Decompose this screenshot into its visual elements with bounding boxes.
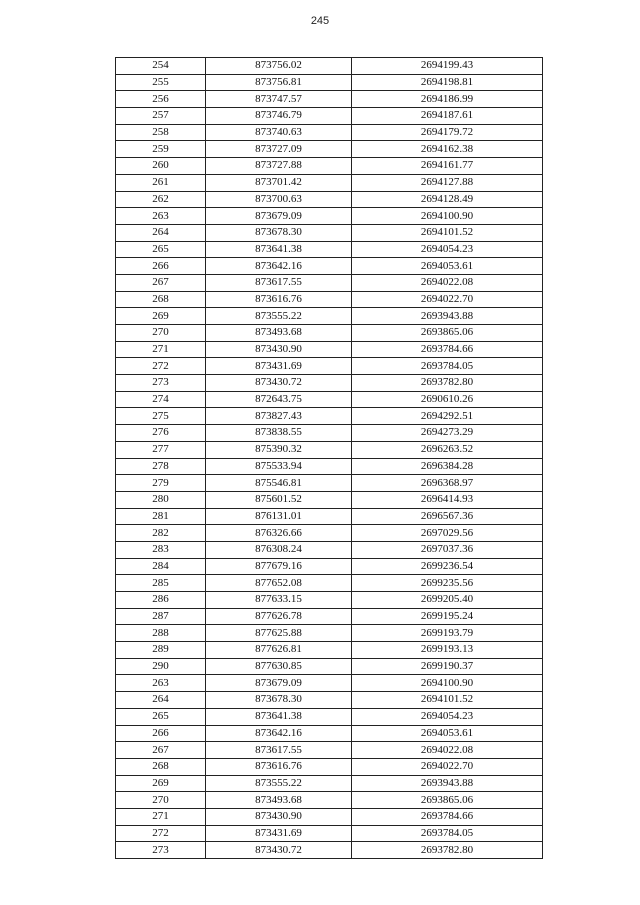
table-row	[116, 224, 543, 241]
x-coordinate-cell: 873747.57	[206, 91, 352, 108]
table-row	[116, 725, 543, 742]
table-row	[116, 358, 543, 375]
point-number-cell: 274	[116, 391, 206, 408]
x-coordinate-cell: 876308.24	[206, 541, 352, 558]
point-number-cell: 269	[116, 775, 206, 792]
point-number-cell: 289	[116, 642, 206, 659]
table-row	[116, 108, 543, 125]
coordinates-table-body	[116, 58, 543, 859]
table-row	[116, 191, 543, 208]
table-row	[116, 475, 543, 492]
table-row	[116, 258, 543, 275]
x-coordinate-cell: 873700.63	[206, 191, 352, 208]
table-row	[116, 592, 543, 609]
point-number-cell: 284	[116, 558, 206, 575]
y-coordinate-cell: 2694187.61	[352, 108, 543, 125]
x-coordinate-cell: 877633.15	[206, 592, 352, 609]
y-coordinate-cell: 2694053.61	[352, 258, 543, 275]
x-coordinate-cell: 873678.30	[206, 224, 352, 241]
x-coordinate-cell: 873746.79	[206, 108, 352, 125]
table-row	[116, 425, 543, 442]
y-coordinate-cell: 2694022.08	[352, 274, 543, 291]
table-row	[116, 308, 543, 325]
y-coordinate-cell: 2699236.54	[352, 558, 543, 575]
y-coordinate-cell: 2696384.28	[352, 458, 543, 475]
y-coordinate-cell: 2694162.38	[352, 141, 543, 158]
y-coordinate-cell: 2694100.90	[352, 675, 543, 692]
point-number-cell: 265	[116, 241, 206, 258]
x-coordinate-cell: 873641.38	[206, 708, 352, 725]
y-coordinate-cell: 2699193.79	[352, 625, 543, 642]
table-row	[116, 375, 543, 392]
x-coordinate-cell: 877625.88	[206, 625, 352, 642]
y-coordinate-cell: 2693784.05	[352, 825, 543, 842]
point-number-cell: 279	[116, 475, 206, 492]
table-row	[116, 708, 543, 725]
x-coordinate-cell: 873679.09	[206, 208, 352, 225]
x-coordinate-cell: 873493.68	[206, 792, 352, 809]
table-row	[116, 325, 543, 342]
table-row	[116, 458, 543, 475]
x-coordinate-cell: 873431.69	[206, 358, 352, 375]
table-row	[116, 825, 543, 842]
x-coordinate-cell: 873701.42	[206, 174, 352, 191]
table-row	[116, 758, 543, 775]
point-number-cell: 257	[116, 108, 206, 125]
y-coordinate-cell: 2699193.13	[352, 642, 543, 659]
y-coordinate-cell: 2694127.88	[352, 174, 543, 191]
x-coordinate-cell: 873727.88	[206, 158, 352, 175]
x-coordinate-cell: 873555.22	[206, 308, 352, 325]
point-number-cell: 278	[116, 458, 206, 475]
x-coordinate-cell: 875601.52	[206, 491, 352, 508]
x-coordinate-cell: 877626.81	[206, 642, 352, 659]
y-coordinate-cell: 2694053.61	[352, 725, 543, 742]
table-row	[116, 808, 543, 825]
table-row	[116, 241, 543, 258]
y-coordinate-cell: 2693943.88	[352, 308, 543, 325]
x-coordinate-cell: 873827.43	[206, 408, 352, 425]
table-row	[116, 842, 543, 859]
x-coordinate-cell: 873679.09	[206, 675, 352, 692]
point-number-cell: 261	[116, 174, 206, 191]
x-coordinate-cell: 877652.08	[206, 575, 352, 592]
y-coordinate-cell: 2696263.52	[352, 441, 543, 458]
x-coordinate-cell: 877630.85	[206, 658, 352, 675]
point-number-cell: 269	[116, 308, 206, 325]
y-coordinate-cell: 2699195.24	[352, 608, 543, 625]
point-number-cell: 275	[116, 408, 206, 425]
table-row	[116, 608, 543, 625]
y-coordinate-cell: 2697029.56	[352, 525, 543, 542]
x-coordinate-cell: 872643.75	[206, 391, 352, 408]
table-row	[116, 692, 543, 709]
point-number-cell: 259	[116, 141, 206, 158]
table-row	[116, 675, 543, 692]
y-coordinate-cell: 2699205.40	[352, 592, 543, 609]
point-number-cell: 267	[116, 274, 206, 291]
x-coordinate-cell: 875546.81	[206, 475, 352, 492]
point-number-cell: 280	[116, 491, 206, 508]
table-row	[116, 274, 543, 291]
y-coordinate-cell: 2693784.05	[352, 358, 543, 375]
table-row	[116, 291, 543, 308]
table-row	[116, 558, 543, 575]
point-number-cell: 268	[116, 758, 206, 775]
x-coordinate-cell: 873727.09	[206, 141, 352, 158]
point-number-cell: 285	[116, 575, 206, 592]
point-number-cell: 266	[116, 725, 206, 742]
x-coordinate-cell: 873617.55	[206, 742, 352, 759]
y-coordinate-cell: 2699235.56	[352, 575, 543, 592]
table-row	[116, 74, 543, 91]
table-row	[116, 541, 543, 558]
x-coordinate-cell: 875390.32	[206, 441, 352, 458]
table-row	[116, 208, 543, 225]
point-number-cell: 264	[116, 224, 206, 241]
point-number-cell: 271	[116, 341, 206, 358]
table-row	[116, 58, 543, 75]
table-row	[116, 491, 543, 508]
y-coordinate-cell: 2696567.36	[352, 508, 543, 525]
table-row	[116, 775, 543, 792]
y-coordinate-cell: 2694022.70	[352, 291, 543, 308]
point-number-cell: 258	[116, 124, 206, 141]
y-coordinate-cell: 2694022.08	[352, 742, 543, 759]
point-number-cell: 256	[116, 91, 206, 108]
y-coordinate-cell: 2694161.77	[352, 158, 543, 175]
table-row	[116, 642, 543, 659]
point-number-cell: 286	[116, 592, 206, 609]
point-number-cell: 272	[116, 358, 206, 375]
x-coordinate-cell: 873642.16	[206, 725, 352, 742]
coordinates-table	[115, 57, 543, 859]
point-number-cell: 260	[116, 158, 206, 175]
table-row	[116, 174, 543, 191]
point-number-cell: 270	[116, 325, 206, 342]
y-coordinate-cell: 2694186.99	[352, 91, 543, 108]
y-coordinate-cell: 2693784.66	[352, 341, 543, 358]
page-number: 245	[310, 15, 330, 27]
point-number-cell: 265	[116, 708, 206, 725]
x-coordinate-cell: 873756.02	[206, 58, 352, 75]
y-coordinate-cell: 2693782.80	[352, 842, 543, 859]
table-row	[116, 658, 543, 675]
x-coordinate-cell: 873616.76	[206, 758, 352, 775]
y-coordinate-cell: 2694128.49	[352, 191, 543, 208]
x-coordinate-cell: 873617.55	[206, 274, 352, 291]
table-row	[116, 391, 543, 408]
point-number-cell: 273	[116, 842, 206, 859]
table-row	[116, 441, 543, 458]
y-coordinate-cell: 2694101.52	[352, 224, 543, 241]
x-coordinate-cell: 873756.81	[206, 74, 352, 91]
table-row	[116, 91, 543, 108]
y-coordinate-cell: 2694101.52	[352, 692, 543, 709]
table-row	[116, 158, 543, 175]
x-coordinate-cell: 873642.16	[206, 258, 352, 275]
x-coordinate-cell: 877626.78	[206, 608, 352, 625]
point-number-cell: 276	[116, 425, 206, 442]
point-number-cell: 271	[116, 808, 206, 825]
x-coordinate-cell: 873431.69	[206, 825, 352, 842]
point-number-cell: 290	[116, 658, 206, 675]
y-coordinate-cell: 2694054.23	[352, 241, 543, 258]
y-coordinate-cell: 2697037.36	[352, 541, 543, 558]
point-number-cell: 254	[116, 58, 206, 75]
x-coordinate-cell: 873838.55	[206, 425, 352, 442]
table-row	[116, 575, 543, 592]
x-coordinate-cell: 873430.72	[206, 375, 352, 392]
y-coordinate-cell: 2690610.26	[352, 391, 543, 408]
x-coordinate-cell: 876326.66	[206, 525, 352, 542]
point-number-cell: 272	[116, 825, 206, 842]
y-coordinate-cell: 2696414.93	[352, 491, 543, 508]
y-coordinate-cell: 2693943.88	[352, 775, 543, 792]
table-row	[116, 341, 543, 358]
y-coordinate-cell: 2694054.23	[352, 708, 543, 725]
point-number-cell: 262	[116, 191, 206, 208]
point-number-cell: 263	[116, 208, 206, 225]
y-coordinate-cell: 2694199.43	[352, 58, 543, 75]
x-coordinate-cell: 873616.76	[206, 291, 352, 308]
y-coordinate-cell: 2694273.29	[352, 425, 543, 442]
y-coordinate-cell: 2694022.70	[352, 758, 543, 775]
y-coordinate-cell: 2694292.51	[352, 408, 543, 425]
x-coordinate-cell: 873641.38	[206, 241, 352, 258]
table-row	[116, 525, 543, 542]
point-number-cell: 277	[116, 441, 206, 458]
point-number-cell: 283	[116, 541, 206, 558]
point-number-cell: 273	[116, 375, 206, 392]
x-coordinate-cell: 873430.90	[206, 341, 352, 358]
x-coordinate-cell: 873430.72	[206, 842, 352, 859]
table-row	[116, 742, 543, 759]
table-row	[116, 408, 543, 425]
table-row	[116, 124, 543, 141]
x-coordinate-cell: 873493.68	[206, 325, 352, 342]
x-coordinate-cell: 873555.22	[206, 775, 352, 792]
point-number-cell: 270	[116, 792, 206, 809]
x-coordinate-cell: 873678.30	[206, 692, 352, 709]
point-number-cell: 263	[116, 675, 206, 692]
table-row	[116, 141, 543, 158]
table-row	[116, 508, 543, 525]
x-coordinate-cell: 873740.63	[206, 124, 352, 141]
x-coordinate-cell: 875533.94	[206, 458, 352, 475]
table-row	[116, 625, 543, 642]
x-coordinate-cell: 873430.90	[206, 808, 352, 825]
point-number-cell: 264	[116, 692, 206, 709]
point-number-cell: 266	[116, 258, 206, 275]
y-coordinate-cell: 2693784.66	[352, 808, 543, 825]
point-number-cell: 281	[116, 508, 206, 525]
y-coordinate-cell: 2694100.90	[352, 208, 543, 225]
y-coordinate-cell: 2696368.97	[352, 475, 543, 492]
x-coordinate-cell: 877679.16	[206, 558, 352, 575]
y-coordinate-cell: 2694198.81	[352, 74, 543, 91]
table-row	[116, 792, 543, 809]
y-coordinate-cell: 2694179.72	[352, 124, 543, 141]
point-number-cell: 287	[116, 608, 206, 625]
point-number-cell: 255	[116, 74, 206, 91]
point-number-cell: 288	[116, 625, 206, 642]
point-number-cell: 268	[116, 291, 206, 308]
y-coordinate-cell: 2693865.06	[352, 325, 543, 342]
point-number-cell: 267	[116, 742, 206, 759]
y-coordinate-cell: 2693782.80	[352, 375, 543, 392]
y-coordinate-cell: 2693865.06	[352, 792, 543, 809]
point-number-cell: 282	[116, 525, 206, 542]
x-coordinate-cell: 876131.01	[206, 508, 352, 525]
y-coordinate-cell: 2699190.37	[352, 658, 543, 675]
